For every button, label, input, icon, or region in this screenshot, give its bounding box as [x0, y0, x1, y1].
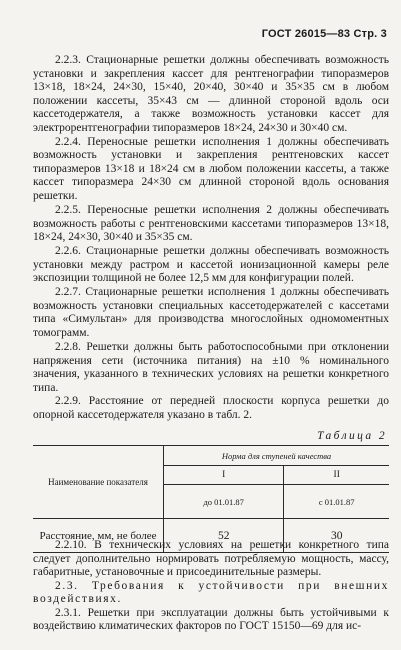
table-header-grade-2: II: [284, 466, 389, 485]
table-caption: Таблица 2: [317, 430, 387, 442]
table-2: [33, 445, 389, 553]
body-text-after-table: [33, 539, 389, 634]
paragraph-2-3-1: 2.3.1. Решетки при эксплуатации должны быть устойчивыми к воздействию климатических факторов по ГОСТ 15150—69 для ис-: [33, 606, 389, 633]
paragraph-2-2-7: 2.2.7. Стационарные решетки исполнения 1 должны обеспечивать возможность установки специальных кассетодержателей с кассетами типа «Симультан» для производства многослойных одномоментных томограмм.: [33, 286, 389, 339]
paragraph-2-2-8: 2.2.8. Решетки должны быть работоспособными при отклонении напряжения сети (источника питания) на ±10 % номинального значения, указанного в технических условиях на решетки конкретного типа.: [33, 340, 389, 394]
body-text: [33, 54, 389, 422]
paragraph-2-2-9: 2.2.9. Расстояние от передней плоскости корпуса решетки до опорной кассетодержателя указано в табл. 2.: [33, 395, 389, 421]
table-value-1: 52: [164, 519, 284, 553]
table-header-date-1: до 01.01.87: [164, 485, 284, 519]
table-header-norm: Норма для ступеней качества: [164, 446, 390, 466]
table-header-grade-1: I: [164, 466, 284, 485]
page-header: ГОСТ 26015—83 Стр. 3: [261, 28, 387, 40]
paragraph-2-2-5: 2.2.5. Переносные решетки исполнения 2 должны обеспечивать возможность работы с рентгеновскими кассетами типоразмеров 13×18, 18×24, 24×30, 30×40 и 35×35 см.: [33, 204, 389, 244]
paragraph-2-2-10: 2.2.10. В технических условиях на решетки конкретного типа следует дополнительно нормировать потребляемую мощность, массу, габаритные, установочные и присоединительные размеры.: [33, 539, 389, 579]
table-header-name: Наименование показателя: [33, 446, 164, 519]
table-header-date-2: с 01.01.87: [284, 485, 389, 519]
paragraph-2-2-4: 2.2.4. Переносные решетки исполнения 1 должны обеспечивать возможность установки и закрепления рентгеновских кассет типоразмеров 13×18 и 18×24 см в любом положении кассеты, а также кассет типоразмера 24×30 см длинной стороной вдоль основания решетки.: [33, 135, 389, 202]
table-row-label: Расстояние, мм, не более: [33, 519, 164, 553]
paragraph-2-2-6: 2.2.6. Стационарные решетки должны обеспечивать возможность установки между растром и кассетой ионизационной камеры реле экспозиции толщиной не более 12,5 мм для конфигурации полей.: [33, 245, 389, 285]
paragraph-2-3: 2.3. Требования к устойчивости при внешних воздействиях.: [33, 579, 389, 606]
paragraph-2-2-3: 2.2.3. Стационарные решетки должны обеспечивать возможность установки и закрепления кассет для рентгенографии типоразмеров 13×18, 18×24, 24×30, 15×40, 20×40, 30×40 и 35×35 см в любом положении кассеты, 35×43 см — длинной стороной вдоль оси кассетодержателя, а также возможность установки кассет для электрорентгенографии типоразмеров 18×24, 24×30 и 30×40 см.: [33, 54, 389, 134]
table-value-2: 30: [284, 519, 389, 553]
